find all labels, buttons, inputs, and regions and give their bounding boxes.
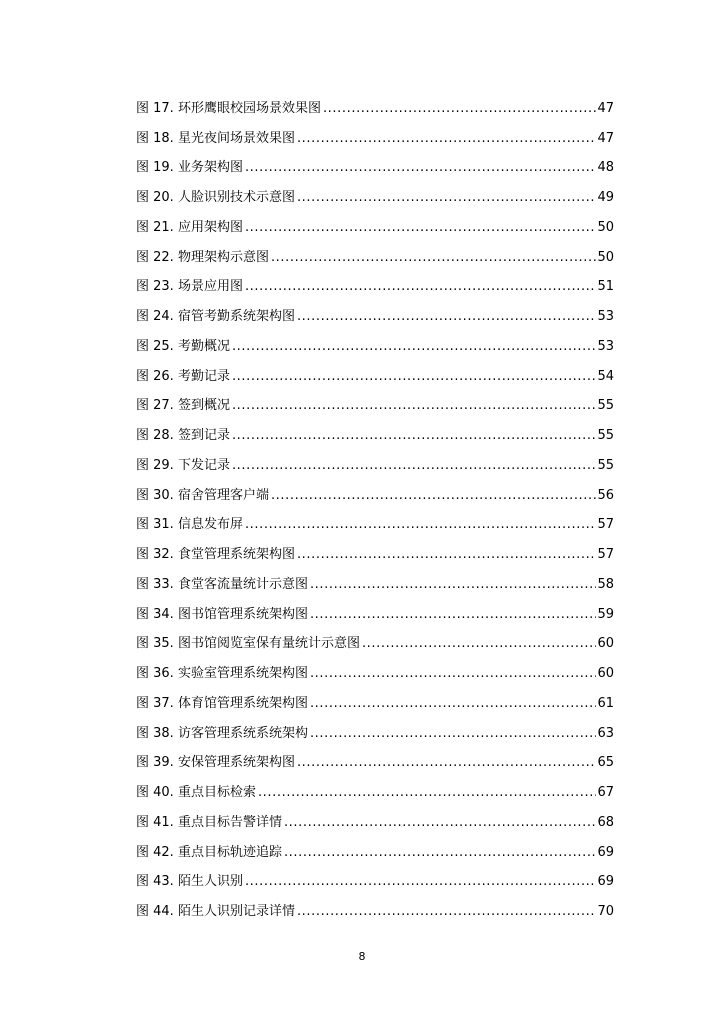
dot-leader [284,814,597,832]
toc-entry[interactable] [136,177,614,207]
toc-entry-label: 图 21. 应用架构图 [136,219,243,235]
dot-leader [271,249,597,267]
dot-leader [362,635,597,653]
toc-entry-label: 图 32. 食堂管理系统架构图 [136,547,295,562]
toc-entry-page: 53 [597,338,614,354]
dot-leader [297,308,597,326]
dot-leader [245,873,597,891]
dot-leader [310,576,597,594]
toc-entry-label: 图 26. 考勤记录 [136,368,230,384]
toc-entry-page: 61 [597,695,614,711]
table-of-figures [136,88,614,921]
toc-entry[interactable] [136,653,614,683]
toc-entry-label: 图 40. 重点目标检索 [136,785,256,800]
toc-entry-label: 图 25. 考勤概况 [136,338,230,354]
toc-entry-label: 图 24. 宿管考勤系统架构图 [136,309,295,324]
toc-entry[interactable] [136,772,614,802]
toc-entry-page: 70 [597,904,614,919]
toc-entry-page: 60 [597,666,614,681]
toc-entry[interactable] [136,505,614,535]
toc-entry-label: 图 23. 场景应用图 [136,279,243,295]
toc-entry[interactable] [136,207,614,237]
toc-entry-label: 图 41. 重点目标告警详情 [136,814,282,830]
toc-entry[interactable] [136,88,614,118]
dot-leader [245,219,597,237]
toc-entry-label: 图 37. 体育馆管理系统架构图 [136,695,308,711]
dot-leader [271,487,597,505]
dot-leader [310,665,597,683]
toc-entry[interactable] [136,832,614,862]
toc-entry-page: 57 [597,547,614,562]
dot-leader [232,427,597,445]
toc-entry-label: 图 20. 人脸识别技术示意图 [136,190,295,205]
toc-entry[interactable] [136,802,614,832]
dot-leader [245,516,597,534]
dot-leader [297,903,597,921]
toc-entry-label: 图 38. 访客管理系统系统架构 [136,725,308,741]
toc-entry-label: 图 29. 下发记录 [136,457,230,473]
toc-entry[interactable] [136,267,614,297]
toc-entry[interactable] [136,386,614,416]
dot-leader [245,278,597,296]
toc-entry-page: 54 [597,368,614,384]
toc-entry[interactable] [136,475,614,505]
toc-entry-page: 59 [597,606,614,622]
toc-entry-page: 50 [597,249,614,265]
toc-entry[interactable] [136,683,614,713]
toc-entry-label: 图 36. 实验室管理系统架构图 [136,666,308,681]
toc-entry-page: 48 [597,160,614,176]
toc-entry[interactable] [136,743,614,773]
toc-entry-label: 图 28. 签到记录 [136,428,230,443]
toc-entry-page: 69 [597,844,614,860]
dot-leader [310,695,597,713]
toc-entry[interactable] [136,713,614,743]
toc-entry-page: 49 [597,190,614,205]
toc-entry-label: 图 35. 图书馆阅览室保有量统计示意图 [136,636,360,652]
toc-entry[interactable] [136,296,614,326]
toc-entry-label: 图 34. 图书馆管理系统架构图 [136,606,308,622]
dot-leader [232,397,597,415]
dot-leader [297,754,597,772]
dot-leader [310,725,597,743]
toc-entry-page: 67 [597,785,614,800]
toc-entry-label: 图 17. 环形鹰眼校园场景效果图 [136,100,321,116]
toc-entry-page: 63 [597,725,614,741]
toc-entry-page: 56 [597,487,614,503]
dot-leader [232,338,597,356]
toc-entry-page: 51 [597,279,614,295]
toc-entry-label: 图 30. 宿舍管理客户端 [136,487,269,503]
toc-entry[interactable] [136,237,614,267]
toc-entry[interactable] [136,445,614,475]
toc-entry-page: 68 [597,814,614,830]
dot-leader [284,844,597,862]
toc-entry-label: 图 27. 签到概况 [136,398,230,414]
toc-entry[interactable] [136,356,614,386]
toc-entry[interactable] [136,862,614,892]
dot-leader [323,100,597,118]
dot-leader [258,784,597,802]
dot-leader [232,368,597,386]
toc-entry-label: 图 42. 重点目标轨迹追踪 [136,844,282,860]
dot-leader [245,159,597,177]
toc-entry-page: 47 [597,100,614,116]
toc-entry[interactable] [136,148,614,178]
toc-entry-label: 图 19. 业务架构图 [136,160,243,176]
toc-entry-page: 50 [597,219,614,235]
toc-entry-label: 图 43. 陌生人识别 [136,874,243,890]
toc-entry-label: 图 33. 食堂客流量统计示意图 [136,576,308,592]
toc-entry[interactable] [136,564,614,594]
toc-entry[interactable] [136,415,614,445]
toc-entry-label: 图 39. 安保管理系统架构图 [136,755,295,771]
toc-entry-label: 图 31. 信息发布屏 [136,517,243,533]
dot-leader [297,189,597,207]
toc-entry-page: 65 [597,755,614,771]
toc-entry-page: 58 [597,576,614,592]
toc-entry[interactable] [136,624,614,654]
dot-leader [297,130,597,148]
toc-entry-page: 55 [597,398,614,414]
toc-entry[interactable] [136,118,614,148]
toc-entry-page: 55 [597,457,614,473]
dot-leader [310,606,597,624]
toc-entry-page: 60 [597,636,614,652]
toc-entry-page: 69 [597,874,614,890]
page-number: 8 [358,950,366,963]
toc-entry-page: 57 [597,517,614,533]
toc-entry[interactable] [136,891,614,921]
dot-leader [232,457,597,475]
toc-entry[interactable] [136,326,614,356]
toc-entry-label: 图 44. 陌生人识别记录详情 [136,904,295,919]
toc-entry-page: 47 [597,130,614,146]
toc-entry-page: 53 [597,309,614,324]
toc-entry[interactable] [136,594,614,624]
toc-entry-page: 55 [597,428,614,443]
toc-entry[interactable] [136,534,614,564]
toc-entry-label: 图 18. 星光夜间场景效果图 [136,130,295,146]
dot-leader [297,546,597,564]
toc-entry-label: 图 22. 物理架构示意图 [136,249,269,265]
